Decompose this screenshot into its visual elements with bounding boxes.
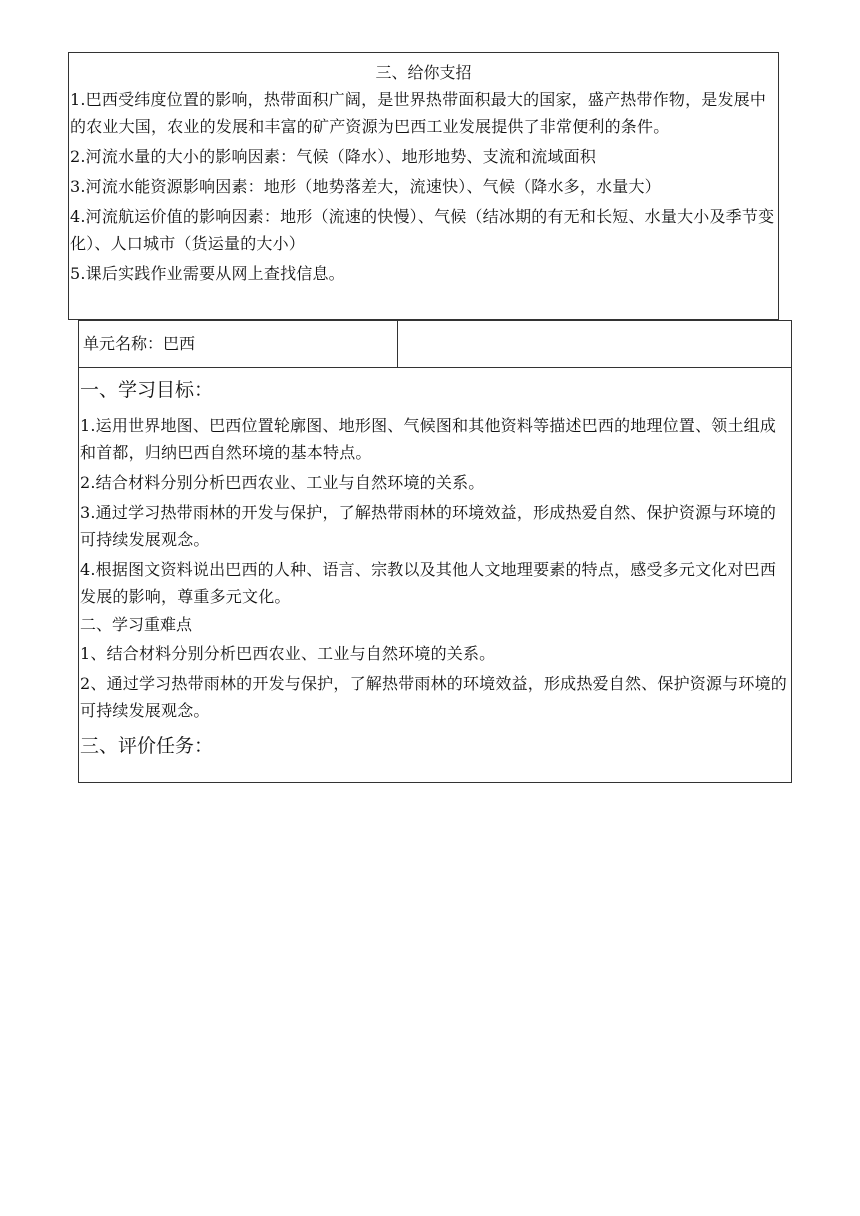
objective-item-1: 1.运用世界地图、巴西位置轮廓图、地形图、气候图和其他资料等描述巴西的地理位置、领土组成和首都，归纳巴西自然环境的基本特点。 xyxy=(80,416,777,462)
evaluation-heading: 三、评价任务： xyxy=(80,735,214,757)
objective-item-4: 4.根据图文资料说出巴西的人种、语言、宗教以及其他人文地理要素的特点，感受多元文化对巴西发展的影响，尊重多元文化。 xyxy=(80,560,777,606)
key-points-heading: 二、学习重难点 xyxy=(80,615,193,634)
support-item-5: 5.课后实践作业需要从网上查找信息。 xyxy=(70,264,345,283)
support-item-1: 1.巴西受纬度位置的影响，热带面积广阔，是世界热带面积最大的国家，盛产热带作物，是发展中的农业大国，农业的发展和丰富的矿产资源为巴西工业发展提供了非常便利的条件。 xyxy=(70,90,767,136)
support-item-4: 4.河流航运价值的影响因素：地形（流速的快慢）、气候（结冰期的有无和长短、水量大小及季节变化）、人口城市（货运量的大小） xyxy=(70,207,775,253)
objective-item-3: 3.通过学习热带雨林的开发与保护，了解热带雨林的环境效益，形成热爱自然、保护资源与环境的可持续发展观念。 xyxy=(80,503,777,549)
key-point-item-2: 2、通过学习热带雨林的开发与保护，了解热带雨林的环境效益，形成热爱自然、保护资源与环境的可持续发展观念。 xyxy=(80,674,787,720)
objectives-heading: 一、学习目标： xyxy=(80,379,214,401)
unit-name-cell: 单元名称：巴西 xyxy=(79,321,398,367)
unit-name-empty-cell xyxy=(398,321,791,367)
objective-item-2: 2.结合材料分别分析巴西农业、工业与自然环境的关系。 xyxy=(80,473,485,492)
key-point-item-1: 1、结合材料分别分析巴西农业、工业与自然环境的关系。 xyxy=(80,644,496,663)
unit-name-row xyxy=(79,321,791,368)
unit-table xyxy=(78,320,792,783)
support-table xyxy=(68,52,779,320)
support-title: 三、给你支招 xyxy=(375,63,472,82)
support-item-2: 2.河流水量的大小的影响因素：气候（降水）、地形地势、支流和流域面积 xyxy=(70,147,597,166)
unit-body-cell xyxy=(79,378,791,758)
support-item-3: 3.河流水能资源影响因素：地形（地势落差大，流速快）、气候（降水多，水量大） xyxy=(70,177,661,196)
